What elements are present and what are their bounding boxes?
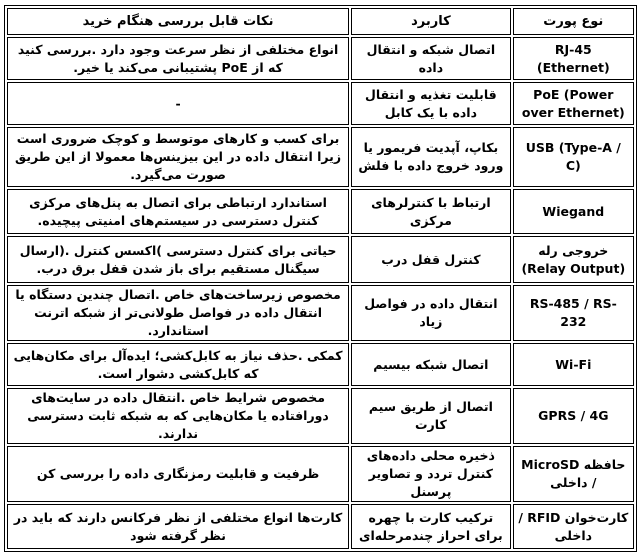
header-purchase-notes: نکات قابل بررسی هنگام خرید bbox=[7, 8, 349, 35]
port-cell: RJ-45 (Ethernet) bbox=[513, 37, 634, 80]
port-cell: خروجی رله (Relay Output) bbox=[513, 236, 634, 283]
usage-cell: ترکیب کارت با چهره برای احراز چندمرحله‌ای bbox=[351, 504, 511, 549]
table-row bbox=[7, 504, 634, 549]
port-cell: RS-485 / RS-232 bbox=[513, 285, 634, 341]
port-cell: کارت‌خوان RFID / داخلی bbox=[513, 504, 634, 549]
port-cell: PoE (Power over Ethernet) bbox=[513, 82, 634, 125]
port-cell: USB (Type-A / C) bbox=[513, 127, 634, 187]
usage-cell: اتصال شبکه و انتقال داده bbox=[351, 37, 511, 80]
table-row bbox=[7, 127, 634, 187]
port-cell: حافظه MicroSD / داخلی bbox=[513, 446, 634, 502]
notes-cell: - bbox=[7, 82, 349, 125]
table-row bbox=[7, 82, 634, 125]
notes-cell: کارت‌ها انواع مختلفی از نظر فرکانس دارند که باید در نظر گرفته شود bbox=[7, 504, 349, 549]
notes-cell: مخصوص شرایط خاص .انتقال داده در سایت‌های دورافتاده یا مکان‌هایی که به شبکه ثابت دسترسی ندارند. bbox=[7, 388, 349, 444]
table-row bbox=[7, 343, 634, 386]
usage-cell: انتقال داده در فواصل زیاد bbox=[351, 285, 511, 341]
usage-cell: قابلیت تغذیه و انتقال داده با یک کابل bbox=[351, 82, 511, 125]
port-cell: GPRS / 4G bbox=[513, 388, 634, 444]
table-row bbox=[7, 388, 634, 444]
notes-cell: انواع مختلفی از نظر سرعت وجود دارد .بررسی کنید که از PoE پشتیبانی می‌کند یا خیر. bbox=[7, 37, 349, 80]
usage-cell: بکاپ، آپدیت فریمور یا ورود خروج داده با فلش bbox=[351, 127, 511, 187]
port-cell: Wi-Fi bbox=[513, 343, 634, 386]
table-row bbox=[7, 37, 634, 80]
table-row bbox=[7, 189, 634, 234]
table-row bbox=[7, 236, 634, 283]
usage-cell: اتصال از طریق سیم کارت bbox=[351, 388, 511, 444]
usage-cell: ارتباط با کنترلرهای مرکزی bbox=[351, 189, 511, 234]
notes-cell: ظرفیت و قابلیت رمزنگاری داده را بررسی کن bbox=[7, 446, 349, 502]
port-comparison-table bbox=[4, 5, 637, 552]
usage-cell: اتصال شبکه بیسیم bbox=[351, 343, 511, 386]
table-row bbox=[7, 446, 634, 502]
notes-cell: حیاتی برای کنترل دسترسی )اکسس کنترل .(ارسال سیگنال مستقیم برای باز شدن قفل برق درب. bbox=[7, 236, 349, 283]
table-row bbox=[7, 285, 634, 341]
usage-cell: ذخیره محلی داده‌های کنترل تردد و تصاویر پرسنل bbox=[351, 446, 511, 502]
table-header-row bbox=[7, 8, 634, 35]
header-port-type: نوع پورت bbox=[513, 8, 634, 35]
notes-cell: مخصوص زیرساخت‌های خاص .اتصال چندین دستگاه یا انتقال داده در فواصل طولانی‌تر از شبکه اترنت استاندارد. bbox=[7, 285, 349, 341]
notes-cell: برای کسب و کارهای موتوسط و کوچک ضروری است زیرا انتقال داده در این بیزینس‌ها معمولا از این طریق صورت می‌گیرد. bbox=[7, 127, 349, 187]
usage-cell: کنترل قفل درب bbox=[351, 236, 511, 283]
header-usage: کاربرد bbox=[351, 8, 511, 35]
notes-cell: کمکی .حذف نیاز به کابل‌کشی؛ ایده‌آل برای مکان‌هایی که کابل‌کشی دشوار است. bbox=[7, 343, 349, 386]
port-cell: Wiegand bbox=[513, 189, 634, 234]
notes-cell: استاندارد ارتباطی برای اتصال به پنل‌های مرکزی کنترل دسترسی در سیستم‌های امنیتی پیچیده. bbox=[7, 189, 349, 234]
